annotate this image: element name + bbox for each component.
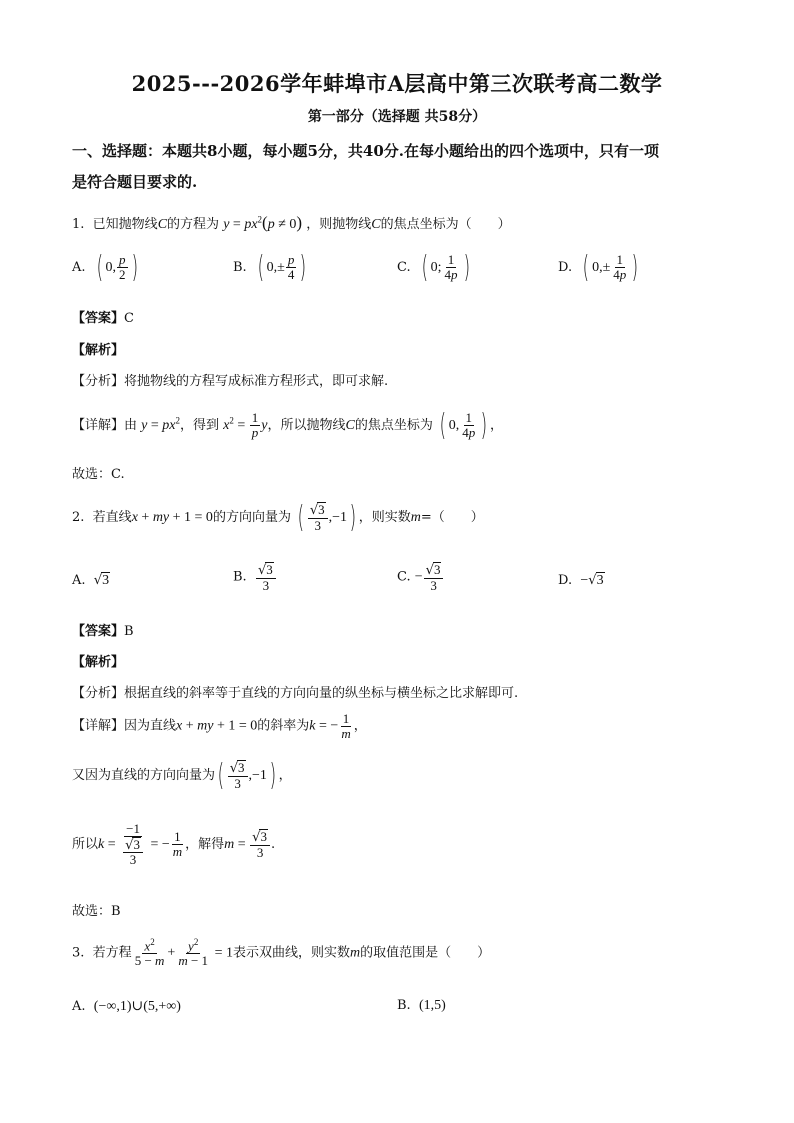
page-title: 2025---2026学年蚌埠市A层高中第三次联考高二数学: [131, 71, 663, 96]
question-1: 1. 已知抛物线C的方程为 $y = px^2(p \ne 0)$ ，则抛物线C的焦点坐标为（ ）: [72, 213, 511, 232]
q3-option-a: A. (−∞,1)∪(5,+∞): [72, 999, 181, 1014]
q1-detail: 【详解】由 $y = px^2$，得到 $x^2$ = $\frac{1}{p}$ y，所以抛物线C的焦点坐标为 ( 0, $\frac{1}{4p}$ ) ，: [72, 408, 503, 443]
q2-detail-line3: 所以k = $\frac{-1}{\frac{√3}{3}}$ = − $\frac{1}{m}$ ，解得m = $\frac{√3}{3}$ .: [72, 821, 276, 868]
q1-option-d: D. ( 0,± $\frac{1}{4p}$ ): [558, 250, 639, 285]
q2-choose: 故选：B: [72, 904, 121, 919]
q1-fenxi: 【分析】将抛物线的方程写成标准方程形式，即可求解.: [72, 374, 389, 389]
q2-answer: 【答案】B: [72, 624, 134, 639]
q3-option-b: B. (1,5): [397, 998, 446, 1013]
q2-analysis-tag: 【解析】: [72, 655, 125, 670]
q2-option-b: B. $\frac{√3}{3}$: [233, 562, 277, 592]
q2-detail-line2: 又因为直线的方向向量为( $\frac{√3}{3}$ ,−1) ，: [72, 758, 292, 793]
q2-option-a: A. √3: [72, 573, 110, 588]
q2-option-c: C. − $\frac{√3}{3}$: [397, 562, 444, 592]
question-3: 3. 若方程 $\frac{x^2}{5 - m}$ + $\frac{y^2}{m - 1}$ = 1表示双曲线，则实数m的取值范围是（ ）: [72, 937, 491, 968]
q1-option-c: C. ( 0; $\frac{1}{4p}$ ): [397, 250, 470, 285]
q1-analysis-tag: 【解析】: [72, 343, 125, 358]
section-instructions-line2: 是符合题目要求的.: [72, 173, 198, 191]
question-2: 2. 若直线x + my + 1 = 0的方向向量为 ( $\frac{√3}{3}$ ,−1) ，则实数m=（ ）: [72, 500, 484, 535]
q2-detail: 【详解】因为直线x + my + 1 = 0的斜率为k = − $\frac{1}{m}$ ，: [72, 711, 367, 741]
q1-option-a: A. ( 0, $\frac{p}{2}$ ): [72, 250, 138, 285]
section-instructions-line1: 一、选择题：本题共8小题，每小题5分，共40分.在每小题给出的四个选项中，只有一项: [72, 142, 659, 160]
q1-answer: 【答案】C: [72, 311, 134, 326]
q1-option-b: B. ( 0,± $\frac{p}{4}$ ): [233, 250, 307, 285]
q1-equation: $y = px^2(p \ne 0)$: [223, 213, 303, 232]
q1-choose: 故选：C.: [72, 467, 125, 482]
q2-option-d: D. −√3: [558, 573, 604, 588]
q2-fenxi: 【分析】根据直线的斜率等于直线的方向向量的纵坐标与横坐标之比求解即可.: [72, 686, 519, 701]
part-subtitle: 第一部分（选择题 共58分）: [307, 109, 487, 125]
